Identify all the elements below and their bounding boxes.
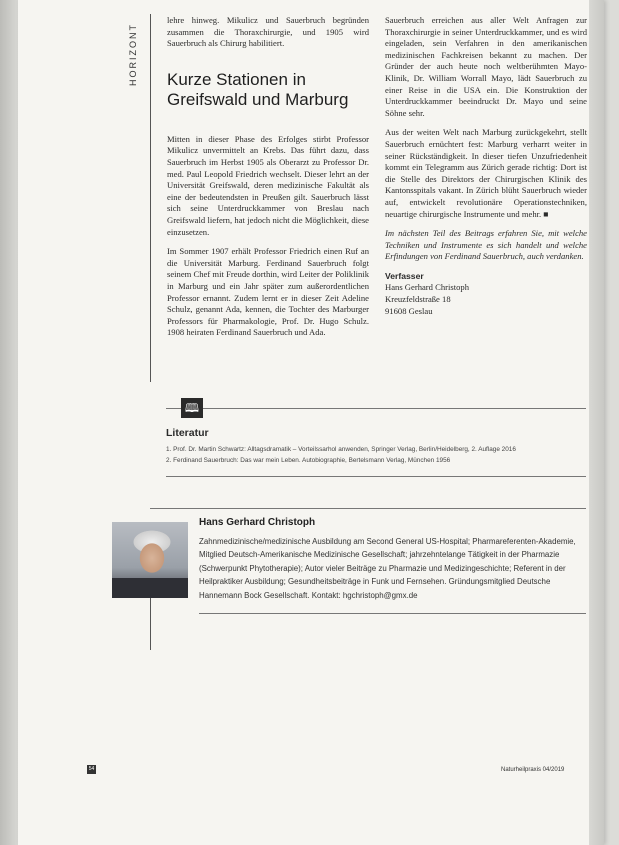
author-address (385, 282, 587, 317)
literature-item: 2. Ferdinand Sauerbruch: Das war mein Leben. Autobiographie, Bertelsmann Verlag, München 1956 (166, 457, 451, 464)
book-icon: 🕮 (181, 398, 203, 418)
left-column (167, 15, 369, 347)
literature-item: 1. Prof. Dr. Martin Schwartz: Alltagsdramatik – Vorteilssarhol anwenden, Springer Verlag, Berlin/Heidelberg, 2. Auflage 2016 (166, 446, 516, 453)
bio-text: Zahnmedizinische/medizinische Ausbildung am Second General US-Hospital; Pharmareferenten-Akademie, Mitglied Deutsch-Amerikanische Medizinische Gesellschaft; jahrzehntelange Tätigkeit in der Pharmazie (Schwerpunkt Phytotherapie); Autor vieler Beiträge zu Pharmazie und Medizingeschichte; Referent in der Heilpraktiker Ausbildung; Gesundheitsbeiträge in Funk und Fernsehen. Gründungsmitglied Deutsche Hannemann Bock Gesellschaft. Kontakt: hgchristoph@gmx.de (199, 537, 576, 600)
page-edge (589, 0, 604, 845)
intro-paragraph: lehre hinweg. Mikulicz und Sauerbruch begründen zusammen die Thoraxchirurgie, und 1905 wird Sauerbruch als Chirurg habilitiert. (167, 15, 369, 49)
divider (166, 408, 586, 409)
body-paragraph: Im Sommer 1907 erhält Professor Friedrich einen Ruf an die Universität Marburg. Ferdinand Sauerbruch folgt seinem Chef mit Freude dorthin, wird Leiter der Poliklinik in Marburg und ein Jahr später zum außerordentlichen Professor ernannt. Zudem lernt er in dieser Zeit Adeline Schulz, genannt Ada, kennen, die Tochter des Marburger Professors für Pharmakologie, Prof. Dr. Hugo Schulz. 1908 heiraten Ferdinand Sauerbruch und Ada. (167, 246, 369, 338)
divider (199, 613, 586, 614)
divider (150, 508, 586, 509)
body-paragraph: Aus der weiten Welt nach Marburg zurückgekehrt, stellt Sauerbruch ernüchtert fest: Marburg verharrt weiter in seiner Rückständigkeit. In dieser tiefen Unzufriedenheit kommt ein Telegramm aus Zürich gerade richtig: Dort ist die Stelle des Direktors der Chirurgischen Klinik des Kantonsspitals vakant. In Zürich blüht Sauerbruch wieder auf, entwickelt revolutionäre Operationstechniken, neuartige chirurgische Instrumente und mehr. ■ (385, 127, 587, 219)
author-name: Hans Gerhard Christoph (385, 282, 470, 293)
author-street: Kreuzfeldstraße 18 (385, 294, 451, 305)
bio-name: Hans Gerhard Christoph (199, 517, 316, 528)
author-city: 91608 Geslau (385, 305, 433, 316)
author-portrait-jacket (112, 578, 188, 598)
right-column (385, 15, 587, 317)
journal-footer: Naturheilpraxis 04/2019 (501, 767, 565, 773)
body-paragraph: Sauerbruch erreichen aus aller Welt Anfragen zur Thoraxchirurgie in seiner Unterdruckkammer, und es wird eingeladen, sein Verfahren in den amerikanischen medizinischen Fachkreisen bekannt zu machen. Der Gründer der auch heute noch weltberühmten Mayo-Klinik, Dr. William Worrall Mayo, lädt Sauerbruch zu einer Reise in die USA ein. Die Konstruktion der Unterdruckkammer beeindruckt Dr. Mayo und seine Söhne sehr. (385, 15, 587, 118)
section-label: HORIZONT (128, 23, 138, 87)
teaser-paragraph: Im nächsten Teil des Beitrags erfahren Sie, mit welche Techniken und Instrumente es sich handelt und welche Erfindungen von Ferdinand Sauerbruch, auch verdanken. (385, 228, 587, 262)
divider (166, 476, 586, 477)
column-divider-line (150, 14, 151, 382)
literature-title: Literatur (166, 427, 209, 439)
page-number: 54 (88, 766, 95, 772)
literature-list (166, 444, 586, 466)
scan-edge-shadow (0, 0, 18, 845)
body-paragraph: Mitten in dieser Phase des Erfolges stirbt Professor Mikulicz unvermittelt an Krebs. Das führt dazu, dass Sauerbruch im Herbst 1905 als Oberarzt zu Professor Dr. med. Paul Leopold Friedrich wechselt. Dieser lehrt an der Universität Greifswald, deren medizinische Fakultät als eine der bedeutendsten in Preußen gilt. Sauerbruch lässt sich seine Unterdruckkammer von Breslau nach Greifswald liefern, hat jedoch nicht die Möglichkeit, diese einzusetzen. (167, 133, 369, 237)
article-heading: Kurze Stationen in Greifswald und Marburg (167, 69, 349, 109)
author-label: Verfasser (385, 270, 424, 281)
